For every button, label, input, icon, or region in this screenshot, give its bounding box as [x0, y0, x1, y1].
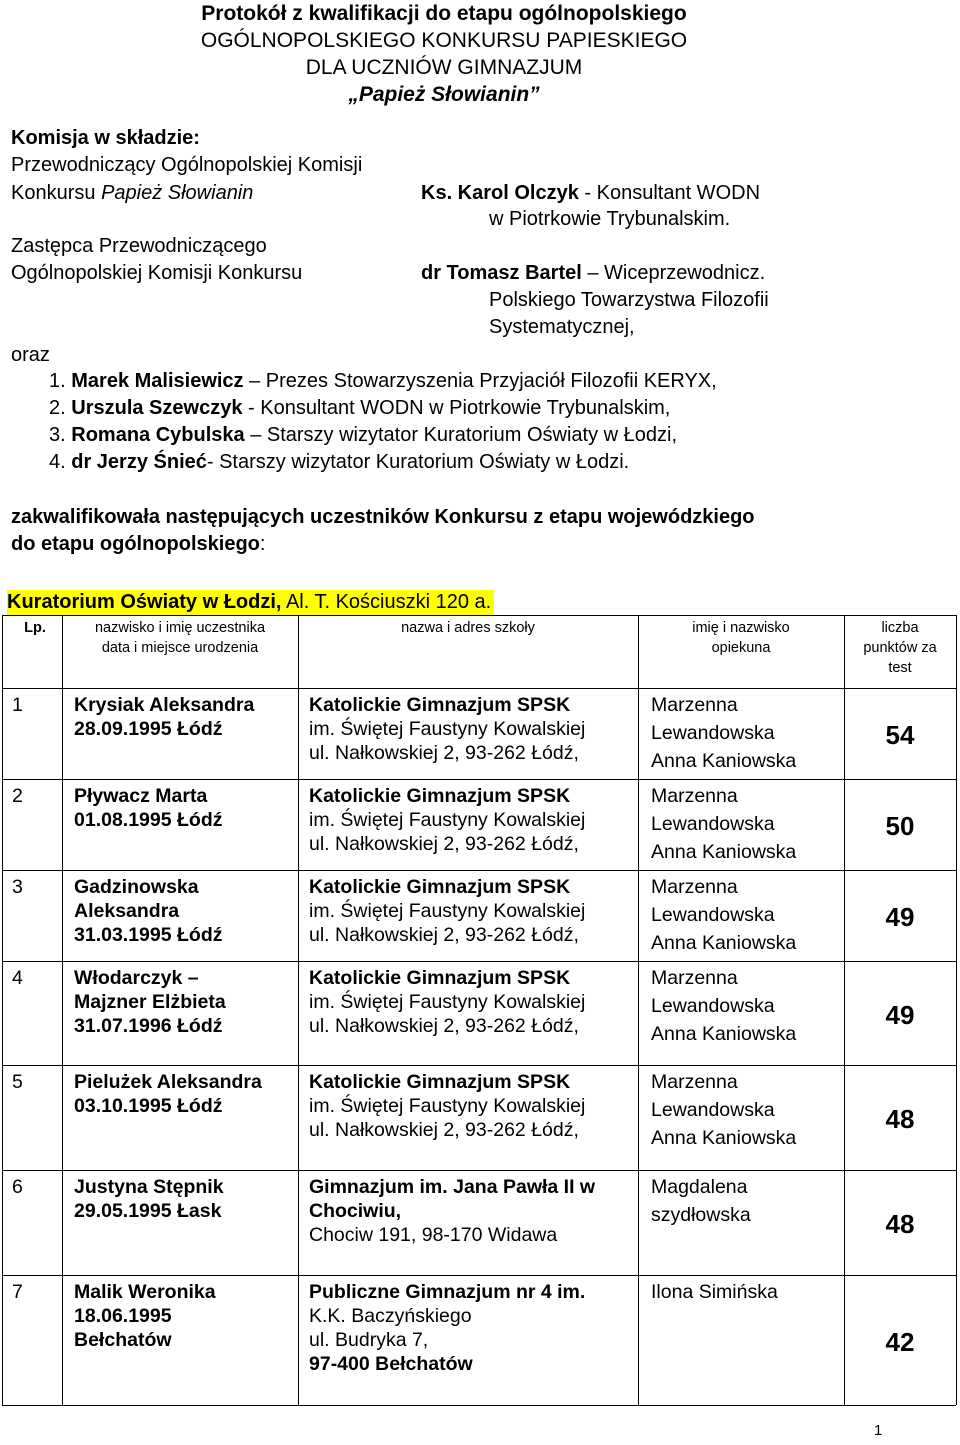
chair-name: Ks. Karol Olczyk [421, 182, 579, 204]
cell-tutor-line: Magdalena [651, 1176, 748, 1198]
cell-points: 49 [885, 1000, 915, 1030]
cell-participant-name: Gadzinowska [74, 876, 199, 898]
col-header-school: nazwa i adres szkoły [401, 620, 535, 636]
chair-label-line1: Przewodniczący Ogólnopolskiej Komisji [11, 154, 363, 176]
member-name: dr Jerzy Śnieć [71, 451, 207, 473]
location-office: Kuratorium Oświaty w Łodzi, [7, 591, 282, 613]
committee-heading: Komisja w składzie: [11, 127, 200, 149]
cell-tutor-line: Lewandowska [651, 904, 775, 926]
cell-participant-detail: 29.05.1995 Łask [74, 1200, 222, 1222]
cell-participant-detail: 03.10.1995 Łódź [74, 1095, 223, 1117]
col-header-points-line2: punktów za [863, 640, 937, 656]
cell-participant-detail: Aleksandra [74, 900, 180, 922]
table-border-top [2, 615, 956, 616]
cell-school-line: ul. Nałkowskiej 2, 93-262 Łódź, [309, 1015, 579, 1037]
cell-lp: 2 [12, 785, 23, 807]
col-divider [298, 615, 299, 1405]
cell-lp: 6 [12, 1176, 23, 1198]
cell-school-line: im. Świętej Faustyny Kowalskiej [309, 991, 586, 1013]
cell-school-line: K.K. Baczyńskiego [309, 1305, 472, 1327]
col-header-points [844, 618, 956, 678]
statement-line1: zakwalifikowała następujących uczestników Konkursu z etapu wojewódzkiego [11, 506, 755, 528]
page-number: 1 [874, 1422, 883, 1439]
deputy-label-line2: Ogólnopolskiej Komisji Konkursu [11, 262, 303, 284]
cell-lp: 3 [12, 876, 23, 898]
contest-motto: „Papież Słowianin” [348, 83, 540, 106]
location-address: Al. T. Kościuszki 120 a. [281, 591, 492, 613]
statement-stage: do etapu ogólnopolskiego [11, 533, 260, 555]
col-header-tutor [638, 618, 844, 658]
chair-role-line2: w Piotrkowie Trybunalskim. [489, 208, 731, 230]
cell-tutor-line: Anna Kaniowska [651, 1023, 797, 1045]
cell-tutor-line: Lewandowska [651, 722, 775, 744]
col-divider [62, 615, 63, 1405]
cell-participant-name: Pielużek Aleksandra [74, 1071, 262, 1093]
col-divider [638, 615, 639, 1405]
cell-tutor-line: Anna Kaniowska [651, 1127, 797, 1149]
member-item [49, 450, 629, 475]
chair-label-contest: Papież Słowianin [101, 182, 254, 204]
statement-colon: : [259, 533, 266, 555]
cell-school-line: Katolickie Gimnazjum SPSK [309, 785, 571, 807]
deputy-label-line1: Zastępca Przewodniczącego [11, 235, 267, 257]
cell-tutor-line: Ilona Simińska [651, 1281, 778, 1303]
cell-participant-detail: 01.08.1995 Łódź [74, 809, 223, 831]
table-header-divider [2, 688, 956, 689]
member-role: – Prezes Stowarzyszenia Przyjaciół Filozofii KERYX, [243, 370, 717, 392]
cell-tutor-line: Marzenna [651, 1071, 738, 1093]
chair-label-prefix: Konkursu [11, 182, 102, 204]
cell-tutor-line: Marzenna [651, 876, 738, 898]
cell-lp: 5 [12, 1071, 23, 1093]
chair-label-line2 [11, 181, 253, 206]
cell-points: 42 [885, 1327, 915, 1357]
cell-school-line: Gimnazjum im. Jana Pawła II w [309, 1176, 596, 1198]
cell-points: 54 [885, 720, 915, 750]
cell-points: 50 [885, 811, 915, 841]
row-divider [2, 961, 956, 962]
cell-participant-detail: 28.09.1995 Łódź [74, 718, 223, 740]
cell-participant-name: Pływacz Marta [74, 785, 208, 807]
member-number: 3. [49, 424, 66, 446]
cell-tutor-line: Anna Kaniowska [651, 932, 797, 954]
cell-participant-detail: Majzner Elżbieta [74, 991, 226, 1013]
member-item [49, 396, 670, 421]
col-header-name-line1: nazwisko i imię uczestnika [94, 620, 266, 636]
member-item [49, 423, 677, 448]
table-border-left [2, 615, 3, 1405]
member-role: – Starszy wizytator Kuratorium Oświaty w Łodzi, [244, 424, 677, 446]
row-divider [2, 779, 956, 780]
table-border-right [956, 615, 957, 1405]
cell-school-line: 97-400 Bełchatów [309, 1353, 473, 1375]
row-divider [2, 1275, 956, 1276]
cell-tutor-line: Anna Kaniowska [651, 841, 797, 863]
member-number: 4. [49, 451, 66, 473]
cell-lp: 4 [12, 967, 23, 989]
cell-school-line: Katolickie Gimnazjum SPSK [309, 694, 571, 716]
member-role: - Starszy wizytator Kuratorium Oświaty w Łodzi. [206, 451, 630, 473]
cell-tutor-line: Marzenna [651, 785, 738, 807]
cell-school-line: Chociw 191, 98-170 Widawa [309, 1224, 558, 1246]
col-header-points-line3: test [888, 660, 912, 676]
deputy-entry [421, 261, 765, 286]
cell-tutor-line: Anna Kaniowska [651, 750, 797, 772]
cell-school-line: Katolickie Gimnazjum SPSK [309, 876, 571, 898]
col-header-name-line2: data i miejsce urodzenia [101, 640, 259, 656]
cell-school-line: Katolickie Gimnazjum SPSK [309, 1071, 571, 1093]
cell-participant-detail: 18.06.1995 [74, 1305, 172, 1327]
cell-participant-name: Krysiak Aleksandra [74, 694, 255, 716]
cell-tutor-line: Marzenna [651, 967, 738, 989]
contest-name: OGÓLNOPOLSKIEGO KONKURSU PAPIESKIEGO [200, 29, 688, 52]
cell-tutor-line: Lewandowska [651, 813, 775, 835]
member-name: Marek Malisiewicz [71, 370, 244, 392]
and-label: oraz [11, 344, 50, 366]
cell-school-line: im. Świętej Faustyny Kowalskiej [309, 900, 586, 922]
cell-school-line: ul. Nałkowskiej 2, 93-262 Łódź, [309, 742, 579, 764]
statement-line2 [11, 532, 265, 557]
deputy-role: – Wiceprzewodnicz. [581, 262, 766, 284]
cell-participant-name: Malik Weronika [74, 1281, 216, 1303]
row-divider [2, 1065, 956, 1066]
table-border-bottom [2, 1405, 956, 1406]
cell-school-line: Chociwiu, [309, 1200, 402, 1222]
cell-school-line: im. Świętej Faustyny Kowalskiej [309, 1095, 586, 1117]
cell-lp: 1 [12, 694, 23, 716]
cell-tutor-line: Marzenna [651, 694, 738, 716]
cell-participant-detail: Bełchatów [74, 1329, 172, 1351]
cell-school-line: ul. Budryka 7, [309, 1329, 429, 1351]
deputy-role-line2: Polskiego Towarzystwa Filozofii [489, 289, 769, 311]
row-divider [2, 870, 956, 871]
cell-points: 48 [885, 1209, 915, 1239]
cell-participant-name: Włodarczyk – [74, 967, 199, 989]
member-number: 2. [49, 397, 66, 419]
deputy-role-line3: Systematycznej, [489, 316, 635, 338]
cell-tutor-line: szydłowska [651, 1204, 751, 1226]
cell-points: 49 [885, 902, 915, 932]
cell-school-line: Katolickie Gimnazjum SPSK [309, 967, 571, 989]
col-header-tutor-line1: imię i nazwisko [692, 620, 790, 636]
cell-lp: 7 [12, 1281, 23, 1303]
cell-tutor-line: Lewandowska [651, 1099, 775, 1121]
cell-school-line: ul. Nałkowskiej 2, 93-262 Łódź, [309, 833, 579, 855]
cell-participant-name: Justyna Stępnik [74, 1176, 224, 1198]
deputy-name: dr Tomasz Bartel [421, 262, 582, 284]
member-name: Romana Cybulska [71, 424, 245, 446]
cell-tutor-line: Lewandowska [651, 995, 775, 1017]
location-highlight [7, 590, 494, 615]
cell-school-line: Publiczne Gimnazjum nr 4 im. [309, 1281, 586, 1303]
cell-participant-detail: 31.03.1995 Łódź [74, 924, 223, 946]
cell-school-line: ul. Nałkowskiej 2, 93-262 Łódź, [309, 1119, 579, 1141]
col-header-name [62, 618, 298, 658]
member-name: Urszula Szewczyk [71, 397, 243, 419]
member-role: - Konsultant WODN w Piotrkowie Trybunalskim, [242, 397, 671, 419]
row-divider [2, 1170, 956, 1171]
contest-audience: DLA UCZNIÓW GIMNAZJUM [305, 56, 583, 79]
col-header-tutor-line2: opiekuna [711, 640, 771, 656]
cell-points: 48 [885, 1104, 915, 1134]
member-number: 1. [49, 370, 66, 392]
cell-school-line: im. Świętej Faustyny Kowalskiej [309, 718, 586, 740]
col-header-points-line1: liczba [881, 620, 919, 636]
chair-entry [421, 181, 760, 206]
cell-participant-detail: 31.07.1996 Łódź [74, 1015, 223, 1037]
col-header-lp: Lp. [24, 620, 46, 636]
cell-school-line: ul. Nałkowskiej 2, 93-262 Łódź, [309, 924, 579, 946]
doc-title: Protokół z kwalifikacji do etapu ogólnopolskiego [201, 2, 687, 25]
member-item [49, 369, 717, 394]
chair-role: - Konsultant WODN [578, 182, 761, 204]
cell-school-line: im. Świętej Faustyny Kowalskiej [309, 809, 586, 831]
